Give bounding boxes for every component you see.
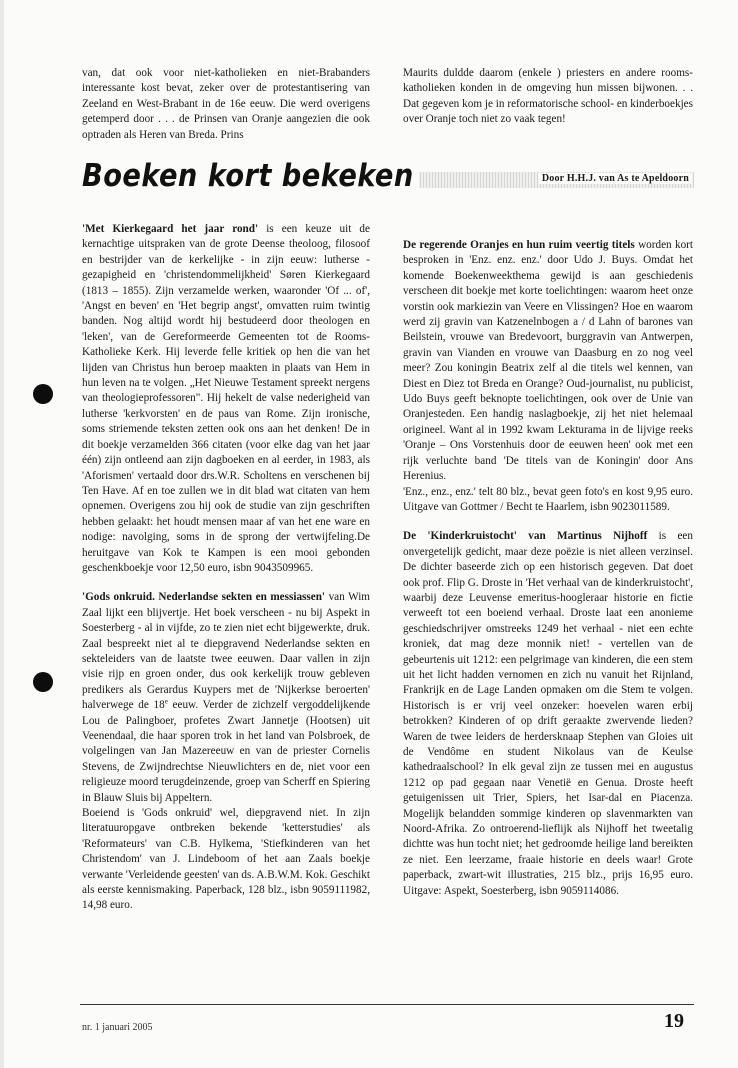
byline: Door H.H.J. van As te Apeldoorn <box>538 173 692 184</box>
book-title: De 'Kinderkruistocht' van Martinus Nijhoff <box>403 530 648 543</box>
review-kierkegaard: 'Met Kierkegaard het jaar rond' is een keuze uit de kernachtige uitspraken van de grote Deense theoloog, filosoof en bestrijder van de kerkelijke - in zijn eeuw: lutherse - gezapigheid en 'christendommelijkheid' Søren Kierkegaard (1813 – 1855). Zijn verzamelde werken, waaronder 'Of ... of', 'Angst en beven' en 'Het begrip angst', omvatten ruim twintig banden. Nog altijd wordt hij bestudeerd door theologen en 'leken', van de Gereformeerde Gemeenten tot de Rooms-Katholieke Kerk. Hij leverde felle kritiek op hen die van het lijden van Christus hun beroep maakten in plaats van Hem in hun leven na te volgen. „Het Nieuwe Testament spreekt nergens van theologieprofessoren". Hij hekelt de valse nederigheid van lutherse 'kerkvorsten' en de paus van Rome. Zijn ironische, soms striemende teksten zetten ook ons aan het denken! De in dit boekje verzamelden 366 citaten (voor elke dag van het jaar één) zijn ontleend aan zijn dagboeken en al eerder, in 1983, als 'Aforismen' vertaald door drs.W.R. Scholtens en verschenen bij Ten Have. Af en toe zullen we in dit blad wat citaten van hem opnemen. Overigens zou hij ook de studie van zijn geschriften hebben gelaakt: het houdt mensen maar af van het ene ware en nodige: navolging, soms in de sprong der vertwijfeling.De heruitgave van Kok te Kampen is een mooi gebonden geschenkboekje voor 12,50 euro, isbn 9043509965. <box>82 223 370 574</box>
continued-text-right <box>403 66 693 128</box>
review-kinderkruistocht: De 'Kinderkruistocht' van Martinus Nijhoff is een onvergetelijk gedicht, maar deze poëzie is niet alleen verzinsel. De dichter baseerde zich op een historisch gegeven. Dat doet ook prof. Flip G. Droste in 'Het verhaal van de kinderkruistocht', waarbij deze Leuvense emeritus-hoogleraar historie en fictie verweeft tot een boeiend verhaal. Droste laat een anonieme geschiedschrijver omstreeks 1249 het verhaal - niet een echte kroniek, dat mag deze monnik niet! - vertellen van de gebeurtenis uit 1212: een pelgrimage van kinderen, die een stem uit het licht hadden vernomen en zich nu vanuit het Rijnland, Frankrijk en de Lage Landen opmaken om die Stem te volgen. Historisch is er vrij veel onzeker: hoevelen waren erbij betrokken? Kinderen of op drift geraakte zwervende lieden? Waren de twee leiders de herdersknaap Stephen van Gloies uit de Vendôme en student Nikolaus van de Keulse kathedraalschool? In elk geval zijn ze tussen mei en augustus 1212 op pad gegaan naar Venetië en Genua. Droste heeft getuigenissen uit Trier, Spiers, het Isar-dal en Piacenza. Mogelijk belandden sommige kinderen op slavenmarkten van Noord-Afrika. Zo ontroerend-lieflijk als Nijhoff het tweetalig dichtte was hun tocht niet; het gedroomde heilige land bereikten ze niet. Een leerzame, fraaie historie en deels waar! Grote paperback, zwart-wit illustraties, 215 blz., prijs 16,95 euro. Uitgave: Aspekt, Soesterberg, isbn 9059114086. <box>403 530 693 897</box>
paragraph: Maurits duldde daarom (enkele ) priesters en andere rooms-katholieken konden in de omgeving hun missen bijwonen. . . Dat gegeven kom je in reformatorische school- en kinderboekjes over Oranje toch niet zo vaak tegen! <box>403 67 693 126</box>
review-gods-onkruid-cont: Boeiend is 'Gods onkruid' wel, diepgravend niet. In zijn literatuuropgave ontbreken bekende 'ketterstudies' als 'Reformateurs' van C.B. Hylkema, 'Stiefkinderen van het Christendom' van J. Lindeboom of het aan Zaals boekje verwante 'Verleidende geesten' van ds. A.B.W.M. Kok. Geschikt als eerste kennismaking. Paperback, 128 blz., isbn 9059111982, 14,98 euro. <box>82 807 370 912</box>
left-column <box>82 222 370 914</box>
book-title: 'Gods onkruid. Nederlandse sekten en messiassen' <box>82 591 326 604</box>
paragraph: van, dat ook voor niet-katholieken en niet-Brabanders interessante kost bevat, zeker over de protestantisering van Zeeland en West-Brabant in de 16e eeuw. Die werd overigens getemperd door . . . de Prinsen van Oranje aangezien die ook optraden als Heren van Breda. Prins <box>82 67 370 141</box>
punch-hole <box>33 672 53 692</box>
book-title: De regerende Oranjes en hun ruim veertig titels <box>403 239 635 251</box>
right-column <box>403 238 693 899</box>
footer-rule <box>80 1004 694 1005</box>
page-edge <box>0 0 4 1068</box>
page-number: 19 <box>664 1010 684 1032</box>
section-header <box>80 158 694 198</box>
review-oranjes: De regerende Oranjes en hun ruim veertig titels worden kort besproken in 'Enz. enz. enz.' door Udo J. Buys. Omdat het komende Boekenweekthema gewijd is aan geschiedenis verscheen dit boekje met korte toelichtingen: waarom heet onze vorstin ook markiezin van Veere en Vlissingen? Hoe en waarom werd zij gravin van Katzenelnbogen a / d Lahn of barones van Beilstein, vrouwe van Bredevoort, burggravin van Antwerpen, gravin van Vianden en vrouwe van Daasburg en zo nog veel meer? Zou koningin Beatrix zelf al die titels wel kennen, van Diest en Diez tot Breda en Orange? Oud-journalist, nu publicist, Udo Buys geeft beknopte toelichtingen, ook over de Unie van Oranjesteden. Een handig naslagboekje, zij het niet helemaal origineel. Want al in 1992 kwam Lekturama in de lijvige reeks 'Oranje – Ons Vorstenhuis door de eeuwen heen' ook met een rijk verluchte band 'De titels van de Koningin' door Ans Herenius. <box>403 239 693 483</box>
review-oranjes-cont: 'Enz., enz., enz.' telt 80 blz., bevat geen foto's en kost 9,95 euro. Uitgave van Gottmer / Becht te Haarlem, isbn 9023011589. <box>403 485 693 513</box>
section-title: Boeken kort bekeken <box>82 158 419 194</box>
continued-text-left <box>82 66 370 143</box>
punch-hole <box>33 384 53 404</box>
issue-label: nr. 1 januari 2005 <box>82 1022 153 1033</box>
review-gods-onkruid: 'Gods onkruid. Nederlandse sekten en messiassen' van Wim Zaal lijkt een blijvertje. Het boek verscheen - nu bij Aspekt in Soesterberg - al in vijfde, zo te zien niet echt bijgewerkte, druk. Zaal bespreekt niet al te diepgravend Nederlandse sekten en sekteleiders van de laatste twee eeuwen. Daar vallen in zijn visie rijp en groen onder, dus ook kerkelijk trouw gebleven predikers als Gerardus Kuypers met de 'Nijkerkse beroerten' halverwege de 18e eeuw. Verder de zichzelf vergoddelijkende Lou de Palingboer, profetes Zwart Jannetje (Hootsen) uit Veenendaal, die haar sporen trok in het land van Polsbroek, de volgelingen van Jan Mazereeuw en van de priester Cornelis Stevens, de Zwijndrechtse Nieuwlichters en de, niet voor een religieuze moord terugdeinzende, groep van Scherff en Spiering in Blauw Sluis bij Appeltern. <box>82 591 370 804</box>
book-title: 'Met Kierkegaard het jaar rond' <box>82 223 259 235</box>
